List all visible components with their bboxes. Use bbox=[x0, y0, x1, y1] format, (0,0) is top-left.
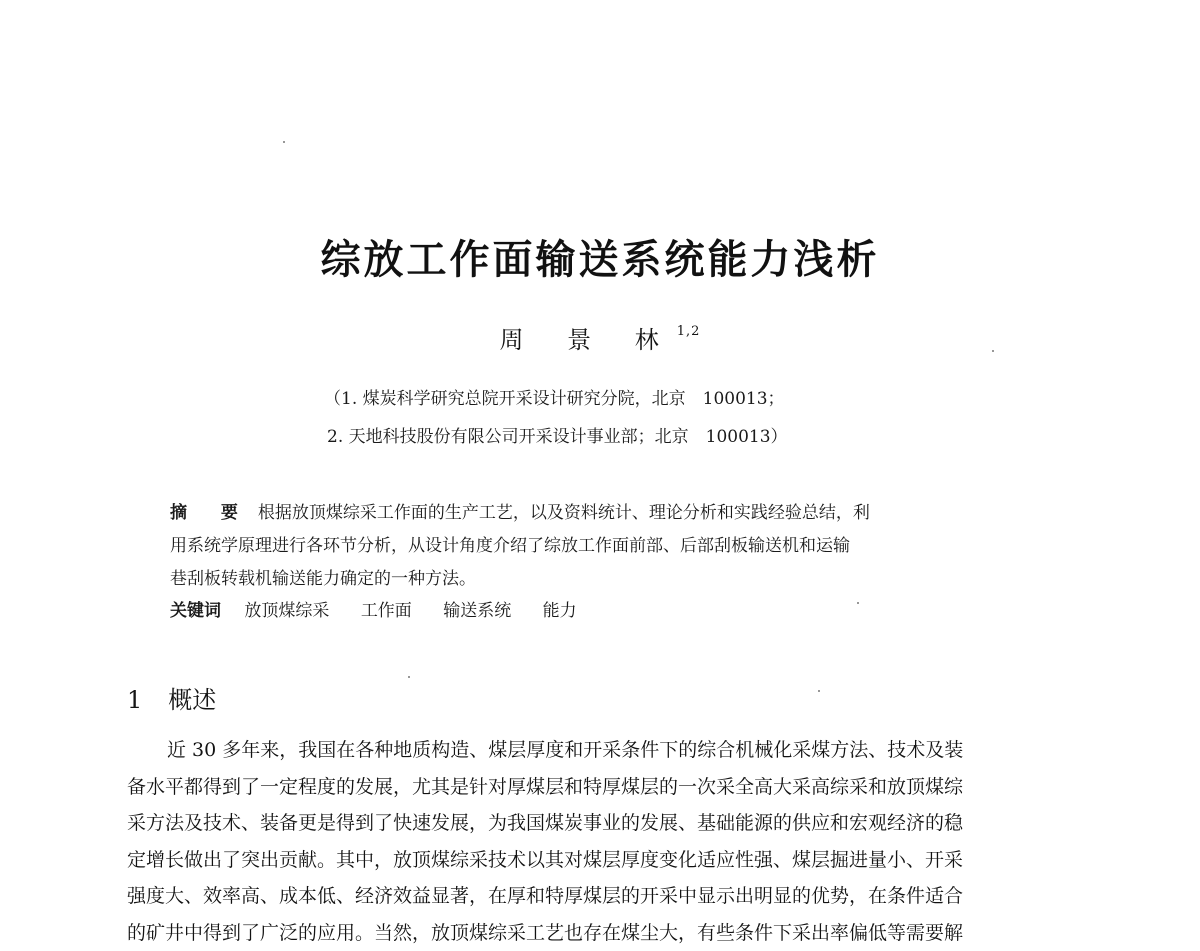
keyword: 工作面 bbox=[361, 601, 412, 621]
scan-speck bbox=[818, 690, 820, 692]
body-line: 强度大、效率高、成本低、经济效益显著，在厚和特厚煤层的开采中显示出明显的优势，在条件适合 bbox=[127, 878, 1072, 915]
body-line: 的矿井中得到了广泛的应用。当然，放顶煤综采工艺也存在煤尘大，有些条件下采出率偏低等需要解 bbox=[127, 915, 1072, 951]
section-heading bbox=[127, 680, 216, 715]
abstract bbox=[170, 497, 1045, 596]
scan-speck bbox=[408, 676, 410, 678]
abstract-text: 根据放顶煤综采工作面的生产工艺，以及资料统计、理论分析和实践经验总结，利 bbox=[258, 503, 870, 523]
section-number: 1 bbox=[127, 686, 142, 714]
abstract-line: 巷刮板转载机输送能力确定的一种方法。 bbox=[170, 563, 1045, 596]
scan-speck bbox=[283, 141, 285, 143]
scan-speck bbox=[857, 602, 859, 604]
keywords-label: 关键词 bbox=[170, 601, 221, 621]
author-name: 周 景 林 bbox=[500, 326, 677, 354]
abstract-label: 摘 要 bbox=[170, 503, 252, 523]
author-line bbox=[0, 320, 1200, 355]
keyword: 能力 bbox=[543, 601, 577, 621]
body-line: 定增长做出了突出贡献。其中，放顶煤综采技术以其对煤层厚度变化适应性强、煤层掘进量小、开采 bbox=[127, 842, 1072, 879]
section-title: 概述 bbox=[168, 686, 216, 714]
paper-title: 综放工作面输送系统能力浅析 bbox=[0, 228, 1200, 285]
keywords bbox=[170, 596, 603, 621]
body-line: 采方法及技术、装备更是得到了快速发展，为我国煤炭事业的发展、基础能源的供应和宏观经济的稳 bbox=[127, 805, 1072, 842]
keyword: 放顶煤综采 bbox=[244, 601, 329, 621]
affiliation-line: （1. 煤炭科学研究总院开采设计研究分院，北京 100013； bbox=[324, 384, 944, 409]
author-affiliation-marks: 1,2 bbox=[677, 324, 701, 339]
keyword: 输送系统 bbox=[443, 601, 511, 621]
body-line: 近 30 多年来，我国在各种地质构造、煤层厚度和开采条件下的综合机械化采煤方法、技术及装 bbox=[127, 732, 1072, 769]
affiliation-line: 2. 天地科技股份有限公司开采设计事业部；北京 100013） bbox=[327, 422, 947, 447]
abstract-line: 用系统学原理进行各环节分析，从设计角度介绍了综放工作面前部、后部刮板输送机和运输 bbox=[170, 530, 1045, 563]
body-line: 备水平都得到了一定程度的发展，尤其是针对厚煤层和特厚煤层的一次采全高大采高综采和放顶煤综 bbox=[127, 769, 1072, 806]
section-body bbox=[127, 732, 1072, 951]
abstract-line bbox=[170, 497, 1045, 530]
